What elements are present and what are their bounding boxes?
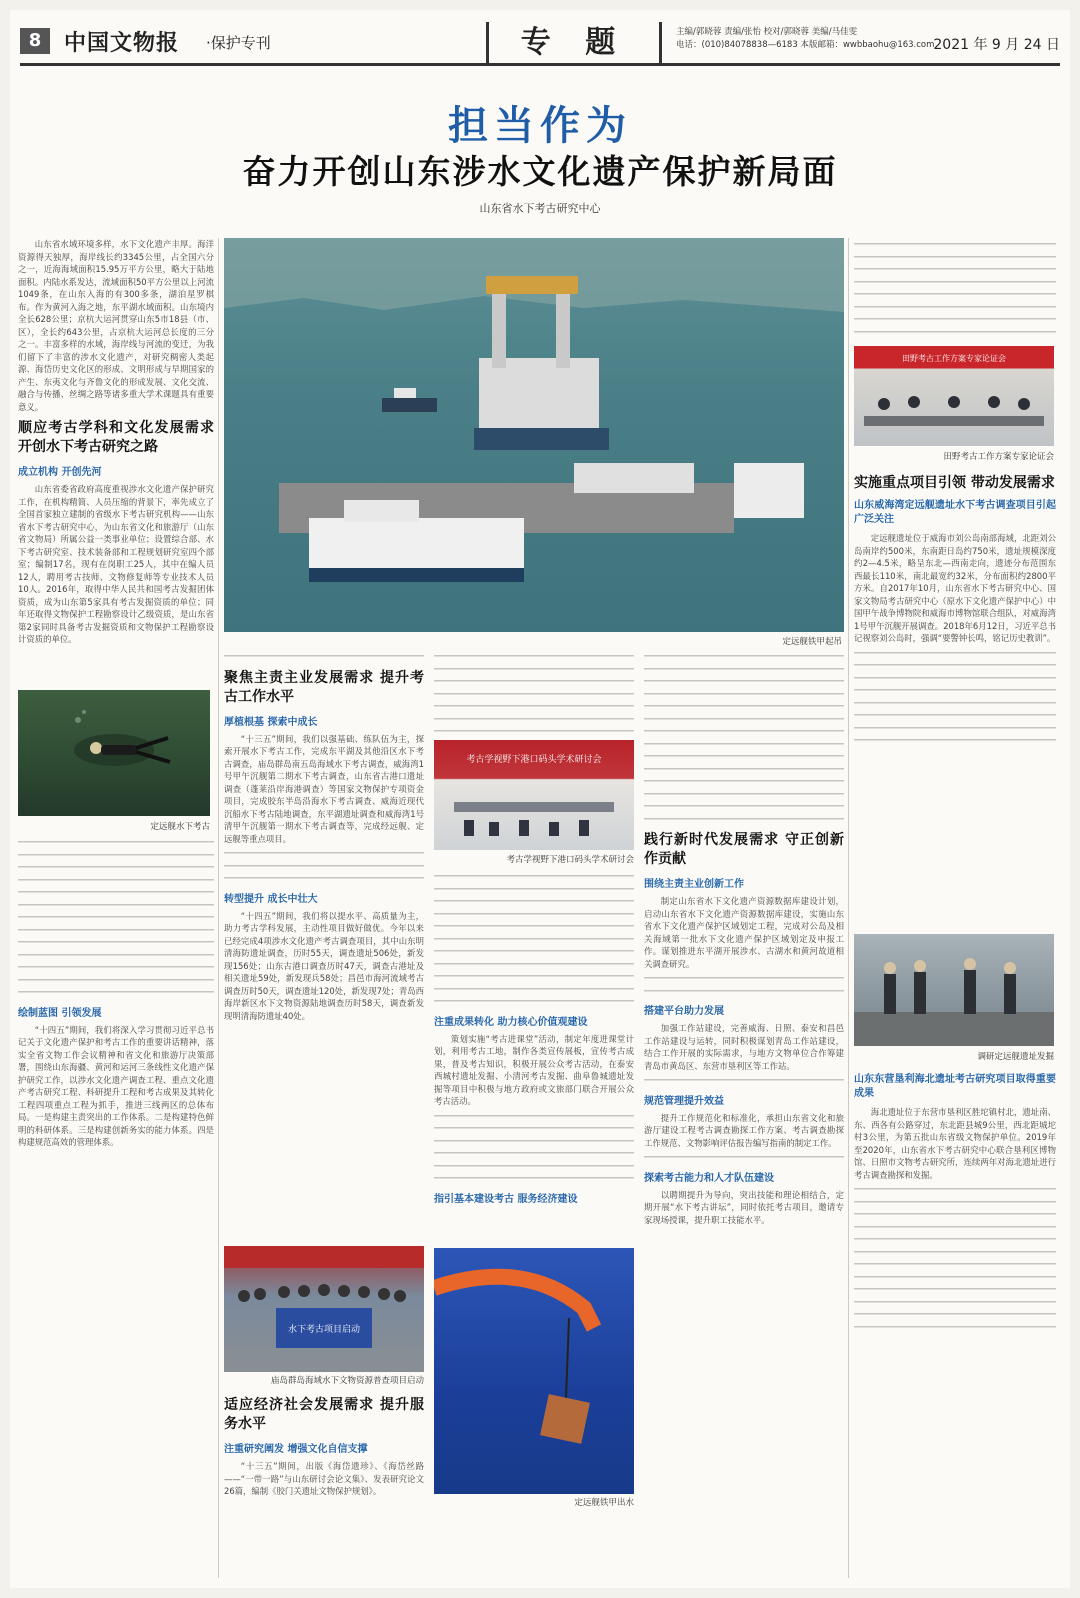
text-line bbox=[854, 1296, 1056, 1309]
visit-illustration bbox=[854, 934, 1054, 1046]
text-line bbox=[18, 899, 214, 912]
text-line bbox=[854, 276, 1056, 289]
masthead bbox=[20, 22, 1060, 66]
text-line bbox=[854, 288, 1056, 301]
subheading-12: 山东威海湾定远舰遗址水下考古调查项目引起广泛关注 bbox=[854, 500, 1056, 525]
body-text: 海北遗址位于东营市垦利区胜坨镇村北，遗址南、东、西各有公路穿过，东北距县城9公里，西北距城坨村3公里，为第五批山东省级文物保护单位。2019年至2020年，山东省水下考古研究中心联合垦利区博物馆、日照市文物考古研究所，连续两年对海北遗址进行考古调查勘探和发掘。 bbox=[854, 1107, 1056, 1180]
column-right-bottom bbox=[854, 1068, 1056, 1333]
text-line bbox=[854, 672, 1056, 685]
section-heading-1: 顺应考古学科和文化发展需求 开创水下考古研究之路 bbox=[18, 420, 214, 455]
text-line bbox=[434, 958, 634, 971]
text-line bbox=[854, 1271, 1056, 1284]
text-line bbox=[644, 650, 844, 663]
publication-date: 2021 年 9 月 24 日 bbox=[933, 37, 1060, 53]
photo-meeting bbox=[854, 346, 1054, 446]
text-line bbox=[18, 886, 214, 899]
caption-group: 庙岛群岛海域水下文物资源普查项目启动 bbox=[270, 1376, 424, 1386]
text-line bbox=[434, 688, 634, 701]
text-line bbox=[434, 883, 634, 896]
text-line bbox=[644, 1074, 844, 1087]
text-line bbox=[224, 872, 424, 885]
text-line bbox=[644, 1151, 844, 1164]
section-heading-2: 聚焦主责主业发展需求 提升考古工作水平 bbox=[224, 669, 424, 705]
subheading-8: 围绕主责主业创新工作 bbox=[644, 879, 744, 890]
text-line bbox=[434, 1135, 634, 1148]
body-text: 定远舰遗址位于威海市刘公岛南部海域，北距刘公岛南岸约500米，东南距日岛约750米，遗址规模深度约2—4.5米，略呈东北—西南走向，遗迹分布范围东西最长110米，南北最宽约32米，分布面积约2800平方米。自2017年10月，山东省水下考古研究中心、国家文物局考古研究中心（原水下文化遗产保护中心）中国甲午战争博物院和威海市博物馆联合组队，对威海湾1号甲午沉舰开展调查。2018年6月12日，习近平总书记视察刘公岛时，强调“要警钟长鸣，铭记历史教训”。 bbox=[854, 533, 1056, 643]
text-line bbox=[18, 861, 214, 874]
text-line bbox=[854, 1258, 1056, 1271]
body-text: “十四五”期间，我们将深入学习贯彻习近平总书记关于文化遗产保护和考古工作的重要讲话精神，落实全省文物工作会议精神和省文化和旅游厅决策部署，围绕山东海疆、黄河和运河三条线性文化遗产保护研究工作，以涉水文化遗产调查工程、重点文化遗产考古研究工程、科研提升工程和考古成果及其转化工程四项重点工程为抓手，推进三线两区的总体布局。一是构建主责突出的工作体系。二是构建特色鲜明的科研体系。三是构建创新务实的能力体系。四是构建规范高效的管理体系。 bbox=[18, 1024, 214, 1147]
diver-illustration bbox=[18, 690, 210, 816]
text-line bbox=[434, 983, 634, 996]
text-line bbox=[644, 763, 844, 776]
text-line bbox=[854, 722, 1056, 735]
body-text: “十四五”期间，我们将以提水平、高质量为主，助力考古学科发展，主动性项目做好做优。今年以来已经完成4项涉水文化遗产考古调查项目，其中山东明清海防遗址调查，历时55天，调查遗址506处，新发现156处；山东古港口调查历时47天，调查古港址及相关遗址59处，新发现兵58处；昌邑市海河流域考古调查历时50天，调查遗址120处，新发现7处；青岛西海岸新区水下文物资源陆地调查历时58天，调查新发现明清海防遗址40处。 bbox=[224, 910, 424, 1021]
column-3 bbox=[434, 650, 634, 738]
text-line bbox=[644, 985, 844, 998]
text-line bbox=[224, 860, 424, 873]
text-line bbox=[18, 936, 214, 949]
text-line bbox=[434, 1110, 634, 1123]
text-line bbox=[224, 847, 424, 860]
column-divider bbox=[848, 238, 849, 1578]
caption-diver: 定远舰水下考古 bbox=[150, 822, 210, 832]
conference-banner-text: 考古学视野下港口码头学术研讨会 bbox=[466, 755, 602, 765]
text-line bbox=[434, 1147, 634, 1160]
text-line bbox=[644, 750, 844, 763]
column-2-lower bbox=[224, 1390, 424, 1500]
photo-conference bbox=[434, 740, 634, 850]
text-line bbox=[644, 800, 844, 813]
subheading-6: 注重成果转化 助力核心价值观建设 bbox=[434, 1016, 588, 1028]
intro-paragraph: 山东省水域环境多样，水下文化遗产丰厚。海洋资源得天独厚，海岸线长约3345公里，占全国六分之一，近海海域面积15.95万平方公里，略大于陆地面积。内陆水系发达，流域面积50平方公里以上河流1049条，在山东入海的有300多条，湖泊星罗棋布。作为黄河入海之地，东平湖水域面积。山东境内全长628公里；京杭大运河贯穿山东5市18县（市、区），全长约643公里，占京杭大运河总长度的三分之一。丰富多样的水域，海岸线与河流的变迁，为我们留下了丰富的涉水文化遗产，对研究稠密人类起源、海岱历史文化区的形成、文明形成与早期国家的产生、东夷文化与齐鲁文化的形成发展、文化交流、融合与传播、丝绸之路等诸多重大学术课题具有重要意义。 bbox=[18, 239, 214, 412]
text-line bbox=[854, 647, 1056, 660]
column-left bbox=[18, 238, 214, 648]
text-line bbox=[434, 995, 634, 1008]
text-line bbox=[18, 836, 214, 849]
text-line bbox=[854, 659, 1056, 672]
text-line bbox=[434, 725, 634, 738]
photo-diver bbox=[18, 690, 210, 816]
section-label: ·保护专刊 bbox=[206, 34, 271, 52]
text-line bbox=[854, 313, 1056, 326]
text-line bbox=[434, 713, 634, 726]
caption-ships: 定远舰铁甲起吊 bbox=[782, 637, 842, 647]
meeting-illustration bbox=[854, 346, 1054, 446]
photo-visit bbox=[854, 934, 1054, 1046]
body-text: 加强工作站建设，完善威海、日照、泰安和昌邑工作站建设与运转，同时积极谋划青岛工作站建设，结合工作开展的实际需求，与地方文物单位合作筹建青岛市黄岛区、东营市垦利区等工作站。 bbox=[644, 1023, 844, 1071]
text-line bbox=[434, 945, 634, 958]
column-left-lower bbox=[18, 836, 214, 1151]
text-line bbox=[18, 974, 214, 987]
body-text: 提升工作规范化和标准化，承担山东省文化和旅游厅建设工程考古调查勘探工作方案、考古调查勘探工作规范、文物影响评估报告编写指南的制定工作。 bbox=[644, 1112, 844, 1148]
text-line bbox=[854, 1308, 1056, 1321]
subheading-10: 规范管理提升效益 bbox=[644, 1095, 724, 1107]
text-line bbox=[434, 908, 634, 921]
headline-kicker: 担当作为 bbox=[448, 102, 632, 149]
text-line bbox=[854, 1233, 1056, 1246]
text-line bbox=[434, 675, 634, 688]
text-line bbox=[434, 1160, 634, 1173]
text-line bbox=[854, 326, 1056, 339]
text-line bbox=[854, 251, 1056, 264]
text-line bbox=[644, 713, 844, 726]
body-text: 策划实施“考古进课堂”活动，制定年度进课堂计划，利用考古工地，制作各类宣传展板，宣传考古成果，普及考古知识，积极开展公众考古活动，在泰安西城村遗址发掘、小清河考古发掘、曲阜鲁城遗址发掘等项目中积极与地方政府或文旅部门联合开展公众考古活动。 bbox=[434, 1033, 634, 1106]
subheading-7: 指引基本建设考古 服务经济建设 bbox=[434, 1193, 578, 1205]
text-line bbox=[434, 870, 634, 883]
subheading-11: 探索考古能力和人才队伍建设 bbox=[644, 1172, 774, 1184]
photo-group bbox=[224, 1246, 424, 1372]
section-heading-4: 践行新时代发展需求 守正创新作贡献 bbox=[644, 832, 844, 867]
crane-illustration bbox=[434, 1248, 634, 1494]
subheading-4: 转型提升 成长中壮大 bbox=[224, 893, 318, 905]
text-line bbox=[854, 697, 1056, 710]
editors-info bbox=[676, 26, 934, 52]
text-line bbox=[644, 663, 844, 676]
text-line bbox=[434, 895, 634, 908]
text-line bbox=[854, 734, 1056, 747]
group-banner-text: 水下考古项目启动 bbox=[287, 1325, 361, 1335]
text-line bbox=[434, 663, 634, 676]
column-4 bbox=[644, 650, 844, 1228]
text-line bbox=[18, 911, 214, 924]
text-line bbox=[434, 650, 634, 663]
text-line bbox=[644, 738, 844, 751]
text-line bbox=[854, 301, 1056, 314]
text-line bbox=[18, 961, 214, 974]
text-line bbox=[644, 972, 844, 985]
text-line bbox=[644, 700, 844, 713]
text-line bbox=[434, 933, 634, 946]
text-line bbox=[854, 684, 1056, 697]
section-heading-5: 实施重点项目引领 带动发展需求 bbox=[854, 475, 1055, 491]
text-line bbox=[434, 1172, 634, 1185]
text-line bbox=[854, 1246, 1056, 1259]
text-line bbox=[644, 813, 844, 826]
body-text: 制定山东省水下文化遗产资源数据库建设计划，启动山东省水下文化遗产资源数据库建设，实施山东省水下文化遗产保护区域划定工程，完成对公岛及相关海域第一批水下文化遗产保护区域划定及申报工作。谋划推进东平湖开展涉水、古湖水和黄河故道相关调查研究。 bbox=[644, 896, 844, 969]
text-line bbox=[854, 1221, 1056, 1234]
text-line bbox=[854, 263, 1056, 276]
subheading-2: 绘制蓝图 引领发展 bbox=[18, 1007, 102, 1019]
topic-label: 专 题 bbox=[486, 22, 662, 64]
text-line bbox=[644, 688, 844, 701]
body-text: 山东省委省政府高度重视涉水文化遗产保护研究工作，在机构精简、人员压缩的背景下，率先成立了全国首家独立建制的省级水下考古研究机构——山东省水下考古研究中心，为山东省文化和旅游厅（山东省文物局）所属公益一类事业单位；设置综合部、水下考古研究室、技术装备部和工程规划研究室四个部室；编制17名，现有在岗职工25人，其中在编人员12人，聘用考古技师、文物修复师等专业技术人员10人。2016年，取得中华人民共和国考古发掘团体资质，成为山东第5家具有考古发掘资质的单位；同年还取得文物保护工程勘察设计乙级资质，是山东省第2家同时具备考古发掘资质和文物保护工程勘察设计资质的单位。 bbox=[18, 484, 214, 644]
text-line bbox=[854, 1321, 1056, 1334]
text-line bbox=[854, 238, 1056, 251]
subheading-9: 搭建平台助力发展 bbox=[644, 1006, 724, 1017]
headline-title: 奋力开创山东涉水文化遗产保护新局面 bbox=[242, 152, 838, 191]
byline: 山东省水下考古研究中心 bbox=[479, 202, 601, 215]
body-text: 以聘期提升为导向，突出技能和理论相结合，定期开展“水下考古讲坛”，同时依托考古项目，邀请专家现场授课，提升职工技能水平。 bbox=[644, 1189, 844, 1225]
contact-line: 电话：(010)84078838—6183 本版邮箱：wwbbaohu@163.com bbox=[676, 40, 935, 50]
editors-line: 主编/郭晓蓉 责编/张怡 校对/郭晓蓉 美编/马佳雯 bbox=[676, 27, 858, 37]
text-line bbox=[854, 1208, 1056, 1221]
paper-name: 中国文物报 bbox=[64, 30, 180, 56]
text-line bbox=[644, 725, 844, 738]
text-line bbox=[434, 970, 634, 983]
body-text: “十三五”期间，我们以强基础、练队伍为主，探索开展水下考古工作，完成东平湖及其他沿区水下考古调查，庙岛群岛南五岛海域水下考古调查，威海湾1号甲午沉舰第二期水下考古调查，山东省古港口遗址调查（蓬莱沿岸海港调查）等国家文物保护专项资金项目，完成胶东半岛沿海水下考古调查、威海近现代沉船水下考古陆地调查，东平湖遗址调查和威海湾1号清甲午沉舰第一期水下考古调查等，完成经远舰、定远舰等重点项目。 bbox=[224, 733, 424, 844]
caption-conference: 考古学视野下港口码头学术研讨会 bbox=[506, 855, 634, 865]
meeting-banner-text: 田野考古工作方案专家论证会 bbox=[902, 354, 1006, 363]
column-3-lower bbox=[434, 870, 634, 1210]
text-line bbox=[434, 1122, 634, 1135]
column-divider bbox=[218, 238, 219, 1578]
photo-ships bbox=[224, 238, 844, 632]
photo-crane bbox=[434, 1248, 634, 1494]
text-line bbox=[18, 874, 214, 887]
text-line bbox=[644, 675, 844, 688]
subheading-13: 山东东营垦利海北遗址考古研究项目取得重要成果 bbox=[854, 1074, 1056, 1099]
body-text: “十三五”期间，出版《海岱遗珍》、《海岱丝路——“一带一路”与山东研讨会论文集》、发表研究论文26篇，编制《胶门关遗址文物保护规划》。 bbox=[224, 1461, 424, 1496]
text-line bbox=[18, 986, 214, 999]
text-line bbox=[434, 920, 634, 933]
text-line bbox=[18, 924, 214, 937]
column-right-lower bbox=[854, 468, 1056, 747]
group-illustration bbox=[224, 1246, 424, 1372]
caption-crane: 定远舰铁甲出水 bbox=[574, 1498, 634, 1508]
text-line bbox=[224, 650, 424, 663]
text-line bbox=[434, 700, 634, 713]
column-2 bbox=[224, 650, 424, 1024]
caption-meeting: 田野考古工作方案专家论证会 bbox=[943, 452, 1054, 462]
text-line bbox=[18, 849, 214, 862]
subheading-5: 注重研究阐发 增强文化自信支撑 bbox=[224, 1444, 368, 1455]
text-line bbox=[644, 775, 844, 788]
text-line bbox=[854, 1283, 1056, 1296]
text-line bbox=[644, 788, 844, 801]
column-right bbox=[854, 238, 1056, 338]
text-line bbox=[854, 709, 1056, 722]
subheading-3: 厚植根基 探索中成长 bbox=[224, 716, 318, 728]
conference-illustration bbox=[434, 740, 634, 850]
subheading-1: 成立机构 开创先河 bbox=[18, 467, 102, 478]
ships-illustration bbox=[224, 238, 844, 632]
section-heading-3: 适应经济社会发展需求 提升服务水平 bbox=[224, 1397, 424, 1432]
text-line bbox=[18, 949, 214, 962]
text-line bbox=[854, 1196, 1056, 1209]
newspaper-page bbox=[10, 10, 1070, 1588]
caption-visit: 调研定远舰遗址发掘 bbox=[977, 1052, 1054, 1062]
text-line bbox=[854, 1183, 1056, 1196]
page-number: 8 bbox=[20, 28, 50, 54]
